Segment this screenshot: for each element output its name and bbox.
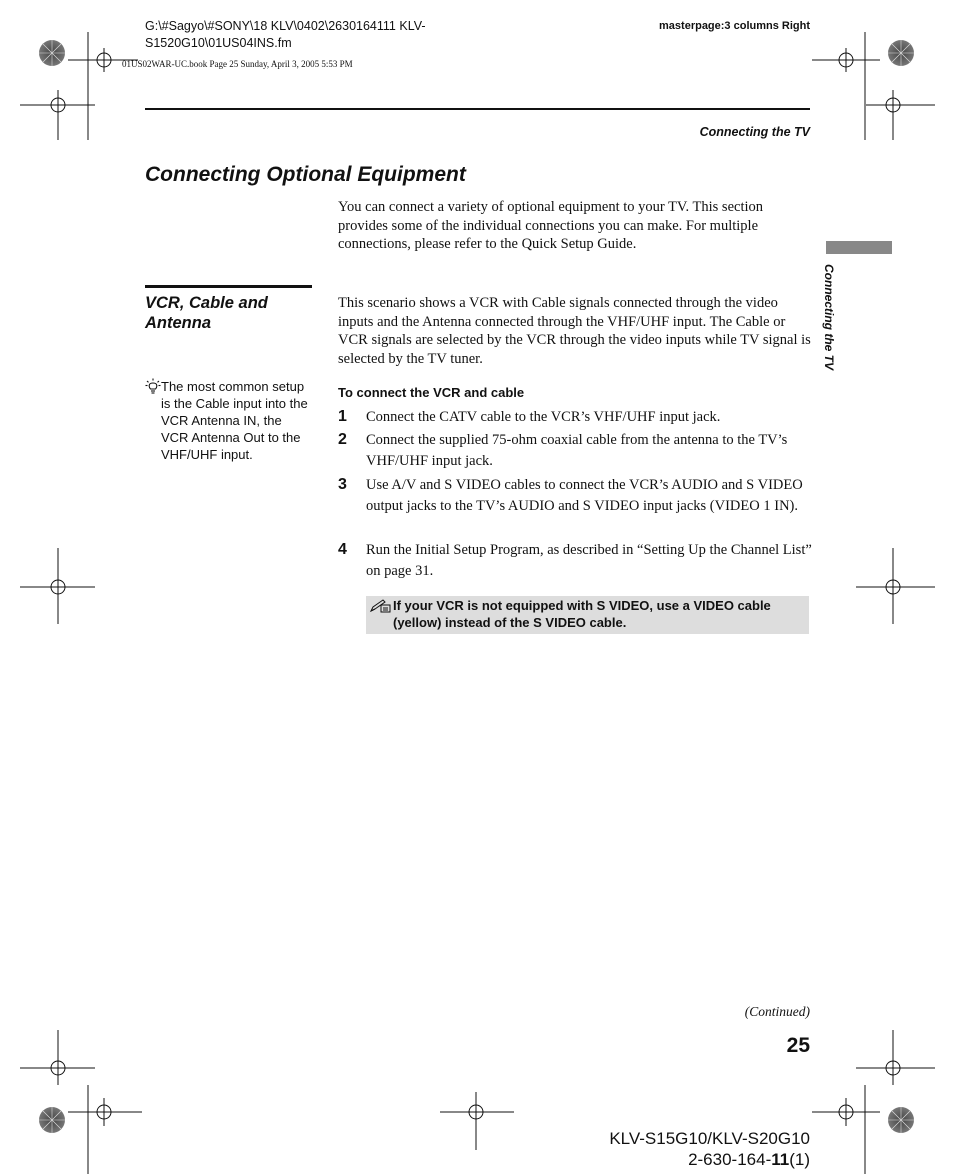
side-tab-label: Connecting the TV [822,264,836,370]
doc-number-suffix: (1) [789,1150,810,1169]
step-number: 3 [338,476,347,493]
continued-label: (Continued) [744,1004,810,1019]
model-number: KLV-S15G10/KLV-S20G10 [609,1129,810,1148]
scenario-paragraph: This scenario shows a VCR with Cable signals connected through the video inputs and the Antenna connected through the VHF/UHF input. The Cable or VCR signals are selected by the VCR through the video inputs while TV signal is selected by the TV tuner. [338,295,811,367]
model-info [520,1128,810,1170]
step-text: Use A/V and S VIDEO cables to connect the VCR’s AUDIO and S VIDEO output jacks to the TV’s AUDIO and S VIDEO input jacks (VIDEO 1 IN). [366,477,803,514]
note-box [366,596,809,634]
book-info: 01US02WAR-UC.book Page 25 Sunday, April 3, 2005 5:53 PM [122,59,353,69]
pencil-note-icon [369,599,391,613]
step-text: Run the Initial Setup Program, as described in “Setting Up the Channel List” on page 31. [366,542,812,579]
tip-text: The most common setup is the Cable input into the VCR Antenna IN, the VCR Antenna Out to the VHF/UHF input. [161,379,308,462]
masterpage-label: masterpage:3 columns Right [659,20,810,32]
running-header: Connecting the TV [699,125,810,139]
note-text: If your VCR is not equipped with S VIDEO, use a VIDEO cable (yellow) instead of the S VIDEO cable. [393,598,771,630]
steps-heading: To connect the VCR and cable [338,385,525,400]
header-rule [145,108,810,110]
step-text: Connect the supplied 75-ohm coaxial cable from the antenna to the TV’s VHF/UHF input jack. [366,432,788,469]
side-tab-marker [826,241,892,254]
document-number [520,1149,810,1170]
section-heading: VCR, Cable and Antenna [145,294,268,332]
doc-number-prefix: 2-630-164- [688,1150,772,1169]
step-text: Connect the CATV cable to the VCR’s VHF/UHF input jack. [366,409,721,425]
page-number: 25 [786,1034,810,1057]
page-title: Connecting Optional Equipment [145,163,466,186]
file-path: G:\#Sagyo\#SONY\18 KLV\0402\2630164111 KLV-S1520G10\01US04INS.fm [145,19,426,50]
step-number: 1 [338,408,347,425]
lightbulb-icon [145,378,161,394]
doc-number-bold: 11 [771,1150,790,1169]
step-number: 2 [338,431,347,448]
step-number: 4 [338,541,347,558]
intro-paragraph: You can connect a variety of optional equipment to your TV. This section provides some of the individual connections you can make. For multiple connections, please refer to the Quick Setup Guide. [338,199,763,252]
section-rule [145,285,312,288]
